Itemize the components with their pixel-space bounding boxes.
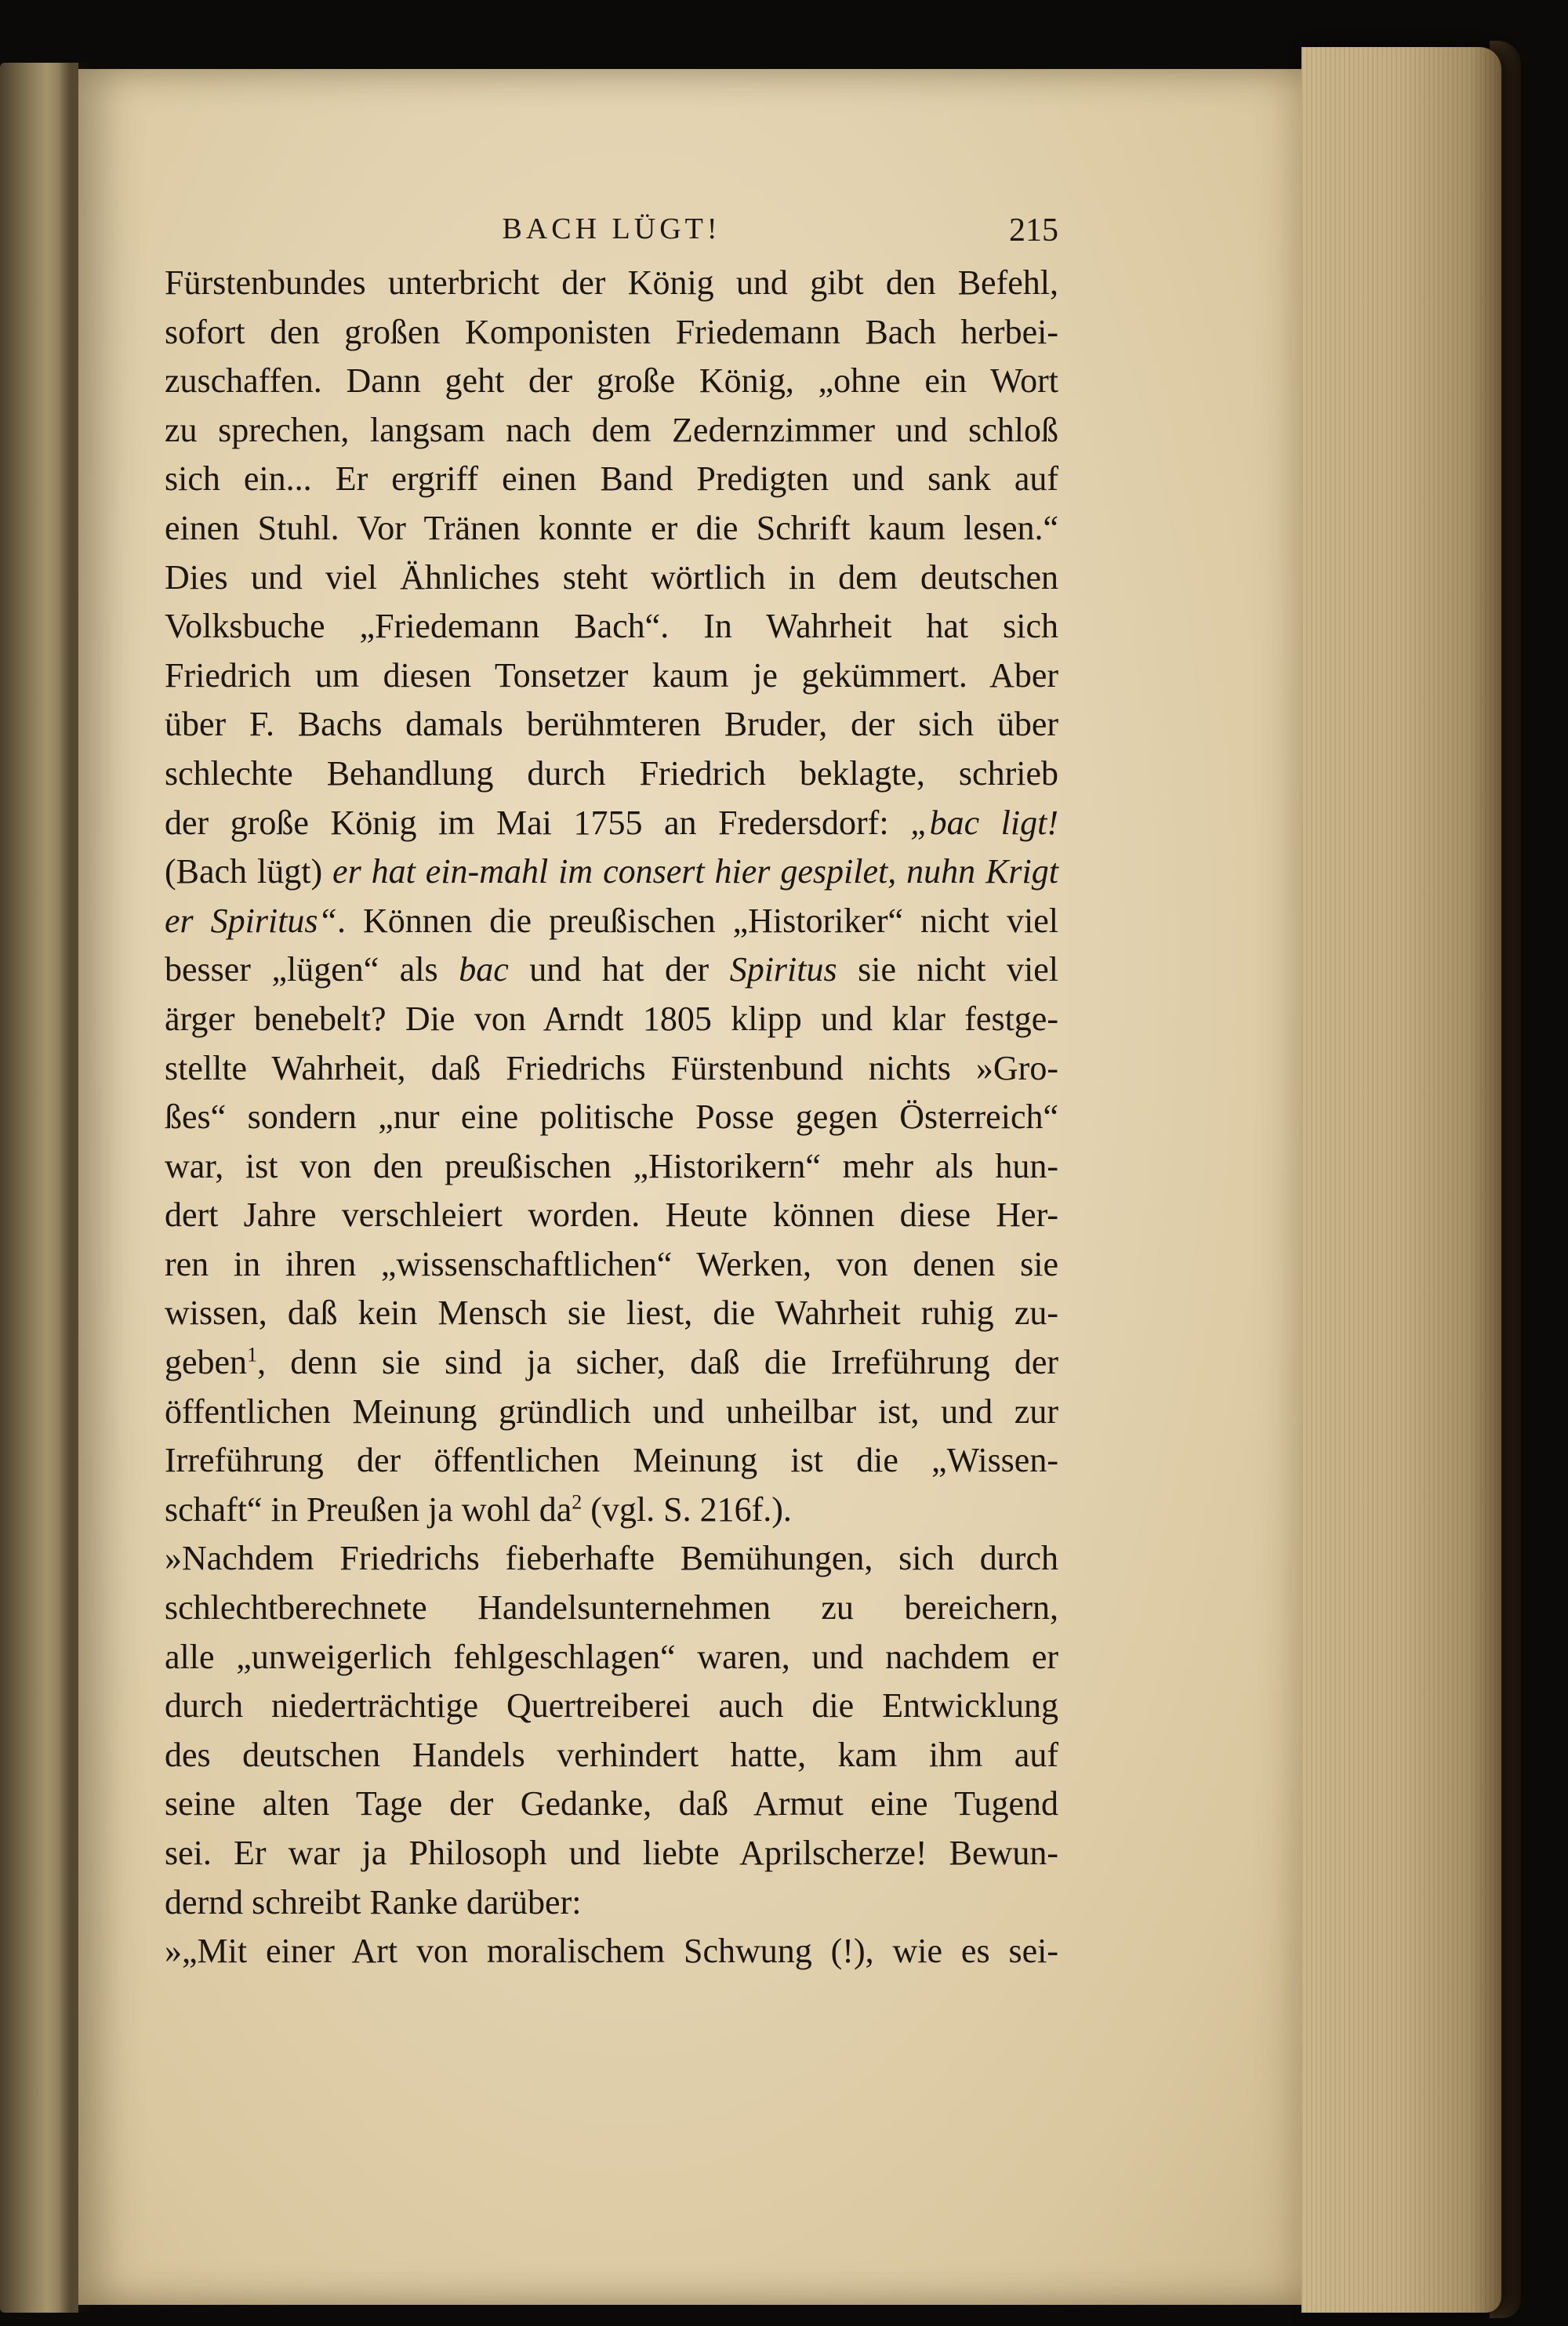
text-line	[165, 749, 1058, 799]
text-segment: sofort den großen Komponisten Friedemann Bach herbei-	[165, 312, 1058, 351]
text-segment: geben	[165, 1343, 248, 1382]
text-segment: besser „lügen“ als	[165, 950, 459, 989]
text-segment: wissen, daß kein Mensch sie liest, die Wahrheit ruhig zu-	[165, 1294, 1058, 1333]
text-segment: ärger benebelt? Die von Arndt 1805 klipp und klar festge-	[165, 999, 1058, 1038]
text-segment: Irreführung der öffentlichen Meinung ist die „Wissen-	[165, 1441, 1058, 1480]
text-line	[165, 1534, 1058, 1584]
text-segment: sich ein... Er ergriff einen Band Predigten und sank auf	[165, 459, 1058, 499]
text-segment: (Bach lügt)	[165, 852, 333, 891]
text-line	[165, 847, 1058, 897]
text-segment: alle „unweigerlich fehlgeschlagen“ waren, und nachdem er	[165, 1637, 1058, 1676]
text-segment: und hat der	[508, 950, 730, 989]
text-line	[165, 1633, 1058, 1682]
text-segment: schaft“ in Preußen ja wohl da	[165, 1490, 572, 1529]
text-segment: »„Mit einer Art von moralischem Schwung (!), wie es sei-	[165, 1932, 1058, 1971]
text-segment: war, ist von den preußischen „Historikern“ mehr als hun-	[165, 1146, 1058, 1185]
text-segment: zuschaffen. Dann geht der große König, „ohne ein Wort	[165, 361, 1058, 401]
text-segment: über F. Bachs damals berühmteren Bruder, der sich über	[165, 705, 1058, 744]
text-segment: stellte Wahrheit, daß Friedrichs Fürstenbund nichts »Gro-	[165, 1048, 1058, 1087]
text-line	[165, 1682, 1058, 1731]
text-segment: „bac ligt!	[910, 803, 1058, 842]
text-segment: Friedrich um diesen Tonsetzer kaum je gekümmert. Aber	[165, 655, 1058, 695]
text-segment: einen Stuhl. Vor Tränen konnte er die Schrift kaum lesen.“	[165, 508, 1058, 547]
text-segment: der große König im Mai 1755 an Fredersdorf:	[165, 803, 911, 842]
text-line	[165, 1829, 1058, 1878]
text-segment: sie nicht viel	[837, 950, 1058, 989]
text-line	[165, 1338, 1058, 1388]
text-line	[165, 1289, 1058, 1338]
text-line	[165, 799, 1058, 848]
text-line	[165, 602, 1058, 651]
text-line	[165, 259, 1058, 308]
text-line	[165, 651, 1058, 701]
text-line	[165, 357, 1058, 406]
text-segment: (vgl. S. 216f.).	[582, 1490, 792, 1529]
text-segment: seine alten Tage der Gedanke, daß Armut eine Tugend	[165, 1784, 1058, 1823]
text-line	[165, 308, 1058, 357]
text-line	[165, 1142, 1058, 1192]
text-segment: schlechte Behandlung durch Friedrich beklagte, schrieb	[165, 753, 1058, 793]
text-segment: dernd schreibt Ranke darüber:	[165, 1882, 582, 1921]
text-line	[165, 700, 1058, 749]
text-segment: durch niederträchtige Quertreiberei auch die Entwicklung	[165, 1686, 1058, 1725]
text-segment: schlechtberechnete Handelsunternehmen zu bereichern,	[165, 1588, 1058, 1627]
text-segment: ßes“ sondern „nur eine politische Posse gegen Österreich“	[165, 1098, 1058, 1137]
text-segment: Spiritus	[729, 950, 837, 989]
page-number: 215	[1009, 212, 1058, 249]
text-segment: er hat ein-mahl im consert hier gespilet, nuhn Krigt	[332, 852, 1058, 891]
page-stack-fore-edge	[1301, 47, 1501, 2313]
text-line	[165, 1878, 1058, 1928]
text-line	[165, 1388, 1058, 1437]
footnote-marker: 1	[247, 1343, 258, 1366]
text-segment: , denn sie sind ja sicher, daß die Irreführung der	[257, 1343, 1058, 1382]
text-line	[165, 995, 1058, 1044]
running-head-title: BACH LÜGT!	[502, 212, 721, 245]
text-segment: . Können die preußischen „Historiker“ nicht viel	[337, 901, 1058, 940]
text-segment: dert Jahre verschleiert worden. Heute können diese Her-	[165, 1196, 1058, 1235]
text-line	[165, 1780, 1058, 1829]
text-line	[165, 455, 1058, 504]
text-line	[165, 1436, 1058, 1486]
text-line	[165, 897, 1058, 946]
text-line	[165, 945, 1058, 995]
text-segment: Dies und viel Ähnliches steht wörtlich in dem deutschen	[165, 557, 1058, 597]
text-segment: sei. Er war ja Philosoph und liebte Aprilscherze! Bewun-	[165, 1834, 1058, 1872]
text-line	[165, 1584, 1058, 1633]
text-segment: des deutschen Handels verhindert hatte, kam ihm auf	[165, 1735, 1058, 1774]
text-line	[165, 504, 1058, 553]
text-line	[165, 553, 1058, 603]
footnote-marker: 2	[572, 1490, 583, 1514]
text-line	[165, 406, 1058, 455]
text-line	[165, 1093, 1058, 1142]
text-segment: Volksbuche „Friedemann Bach“. In Wahrheit hat sich	[165, 607, 1058, 646]
text-segment: Fürstenbundes unterbricht der König und gibt den Befehl,	[165, 263, 1058, 302]
text-segment: bac	[459, 950, 509, 989]
body-text	[165, 259, 1058, 1976]
text-segment: er Spiritus“	[165, 901, 338, 940]
text-line	[165, 1191, 1058, 1240]
text-segment: zu sprechen, langsam nach dem Zedernzimmer und schloß	[165, 410, 1058, 449]
text-line	[165, 1486, 1058, 1535]
text-segment: ren in ihren „wissenschaftlichen“ Werken, von denen sie	[165, 1244, 1058, 1283]
text-line	[165, 1927, 1058, 1976]
text-segment: »Nachdem Friedrichs fieberhafte Bemühungen, sich durch	[165, 1539, 1058, 1578]
text-line	[165, 1240, 1058, 1290]
text-segment: öffentlichen Meinung gründlich und unheilbar ist, und zur	[165, 1392, 1058, 1431]
running-head	[165, 212, 1058, 259]
text-line	[165, 1044, 1058, 1094]
text-line	[165, 1731, 1058, 1780]
